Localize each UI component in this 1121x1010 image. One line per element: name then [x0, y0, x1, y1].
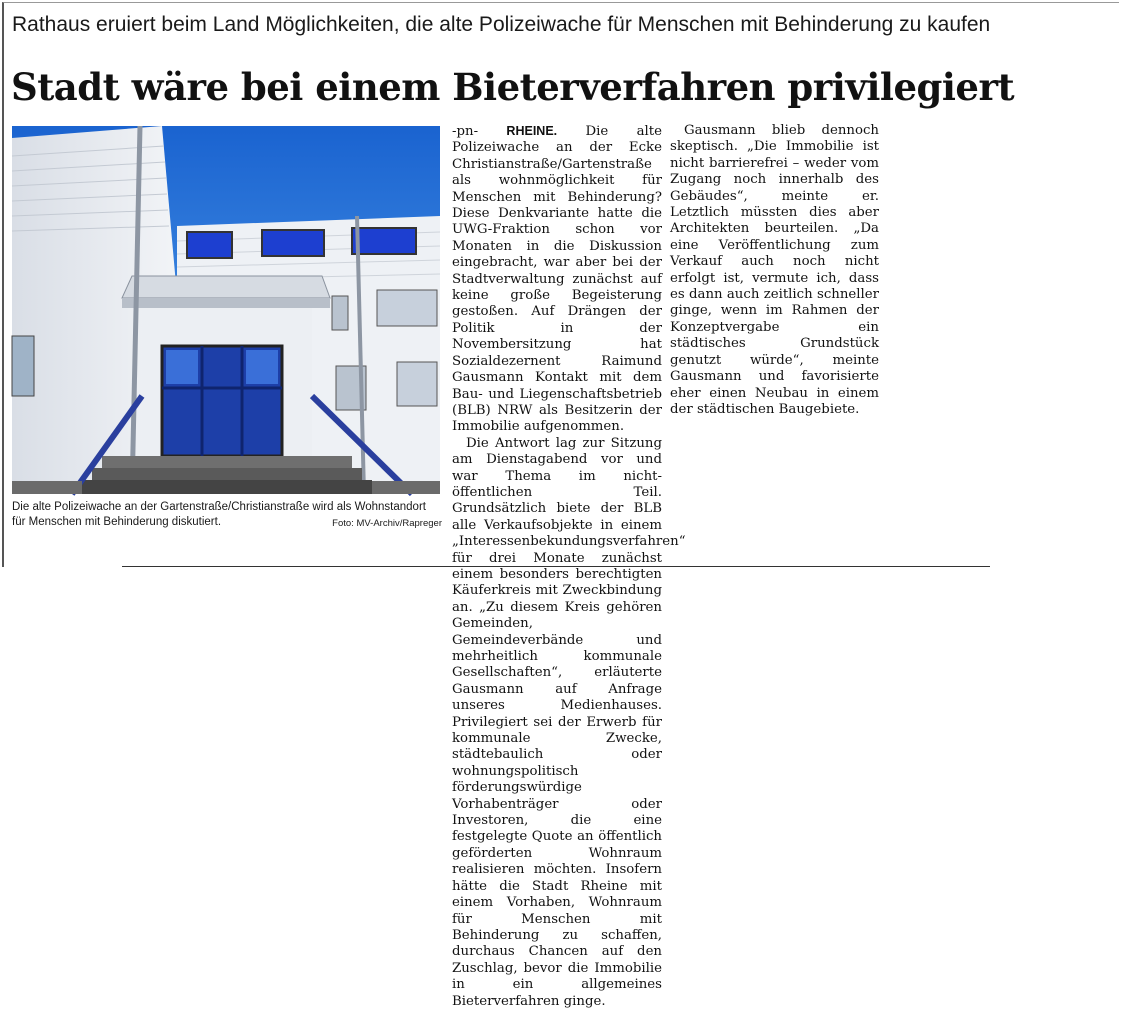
author-tag: -pn- — [452, 124, 479, 139]
text-column-2 — [670, 123, 879, 563]
paragraph-1: Die alte Polizeiwache an der Ecke Christianstraße/Gartenstraße als wohnmöglichkeit für Menschen mit Behinderung? Diese Denkvariante hatte die UWG-Fraktion schon vor Monaten in die Diskussion eingebracht, war aber bei der Stadtverwaltung zunächst auf keine große Begeisterung gestoßen. Auf Drängen der Politik in der Novembersitzung hat Sozialdezernent Raimund Gausmann Kontakt mit dem Bau- und Liegenschaftsbetrieb (BLB) NRW als Besitzerin der Immobilie aufgenommen. — [452, 124, 663, 435]
photo-credit: Foto: MV-Archiv/Rapreger — [332, 518, 442, 529]
article-photo — [12, 126, 440, 494]
lead-paragraph — [452, 123, 662, 436]
article-kicker: Rathaus eruiert beim Land Möglichkeiten, die alte Polizeiwache für Menschen mit Behinderung zu kaufen — [12, 13, 991, 36]
article-headline: Stadt wäre bei einem Bieterverfahren privilegiert — [11, 65, 1015, 109]
caption-text: Die alte Polizeiwache an der Gartenstraße/Christianstraße wird als Wohnstandort für Menschen mit Behinderung diskutiert. — [12, 501, 426, 528]
text-column-1 — [452, 123, 686, 1009]
bottom-rule — [122, 566, 990, 567]
dateline: RHEINE. — [506, 124, 558, 138]
paragraph-3: Gausmann blieb dennoch skeptisch. „Die Immobilie ist nicht barrierefrei – weder vom Zugang noch innerhalb des Gebäudes“, meinte er. Letztlich müssten dies aber Architekten beurteilen. „Da eine Veröffentlichung zum Verkauf auch noch nicht erfolgt ist, vermute ich, dass es dann auch zeitlich schneller ginge, wenn im Rahmen der Konzeptvergabe ein städtisches Grundstück genutzt würde“, meinte Gausmann und favorisierte eher einen Neubau in einem der städtischen Baugebiete. — [670, 123, 879, 417]
photo-caption — [12, 500, 442, 531]
paragraph-2: Die Antwort lag zur Sitzung am Dienstagabend vor und war Thema im nicht-öffentlichen Teil. Grundsätzlich biete der BLB alle Verkaufsobjekte in einem „Interessenbekundungsverfahren“ für drei Monate zunächst einem besonders berechtigten Käuferkreis mit Zweckbindung an. „Zu diesem Kreis gehören Gemeinden, Gemeindeverbände und mehrheitlich kommunale Gesellschaften“, erläuterte Gausmann auf Anfrage unseres Medienhauses. Privilegiert sei der Erwerb für kommunale Zwecke, städtebaulich oder wohnungspolitisch förderungswürdige Vorhabenträger oder Investoren, die eine festgelegte Quote an öffentlich geförderten Wohnraum realisieren möchten. Insofern hätte die Stadt Rheine mit einem Vorhaben, Wohnraum für Menschen mit Behinderung zu schaffen, durchaus Chancen auf den Zuschlag, bevor die Immobilie in ein allgemeines Bieterverfahren ginge. — [452, 435, 686, 1009]
